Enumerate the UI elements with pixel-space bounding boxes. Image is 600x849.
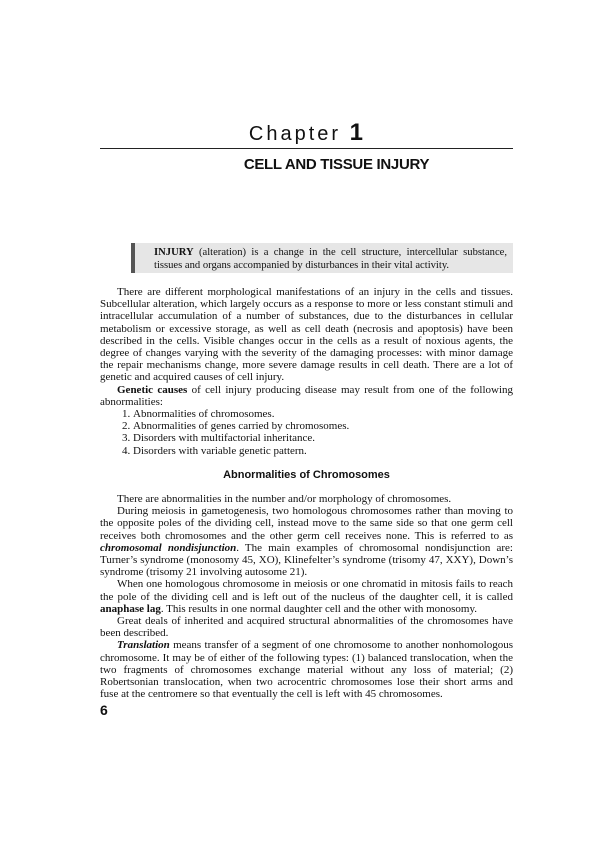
intro-paragraph-2 <box>100 384 513 408</box>
definition-text: (alteration) is a change in the cell structure, intercellular substance, tissues and organs accompanied by disturbances in their vital activity. <box>154 247 507 271</box>
chapter-rule <box>100 148 513 149</box>
list-item: 1. Abnormalities of chromosomes. <box>133 408 513 420</box>
intro-paragraph-2-text: of cell injury producing disease may result from one of the following abnormalities: <box>100 383 514 408</box>
body-text <box>100 286 513 701</box>
section-paragraph-1: There are abnormalities in the number and/or morphology of chromosomes. <box>117 493 452 506</box>
section-paragraph-2 <box>100 505 513 578</box>
section-paragraph-5 <box>100 639 513 700</box>
section-paragraph-4: Great deals of inherited and acquired structural abnormalities of the chromosomes have been described. <box>100 615 513 640</box>
chapter-word: Chapter <box>248 123 342 145</box>
page-number: 6 <box>100 702 108 718</box>
paragraph-text: means transfer of a segment of one chromosome to another nonhomologous chromosome. It may be of either of the following types: (1) balanced translocation, when the two fragments of chromosomes exchange material without any loss of material; (2) Robertsonian translocation, when two acrocentric chromosomes lose their short arms and fuse at the centromere so that eventually the cell is left with 45 chromosomes. <box>100 639 513 701</box>
paragraph-text: . This results in one normal daughter cell and the other with monosomy. <box>160 602 478 615</box>
paragraph-text: . The main examples of chromosomal nondisjunction are: Turner’s syndrome (monosomy 45, XO), Klinefelter’s syndrome (trisomy 47, XXY), Down’s syndrome (trisomy 21 involving autosome 21). <box>100 541 513 579</box>
chapter-label <box>100 120 513 147</box>
section-heading: Abnormalities of Chromosomes <box>223 468 390 481</box>
list-item: 4. Disorders with variable genetic pattern. <box>133 445 513 457</box>
causes-list <box>100 408 513 457</box>
paragraph-text: When one homologous chromosome in meiosis or one chromatid in mitosis fails to reach the pole of the dividing cell and is left out of the nucleus of the daughter cell, it is called <box>100 578 513 603</box>
chapter-header <box>100 120 513 173</box>
paragraph-text: During meiosis in gametogenesis, two homologous chromosomes rather than moving to the opposite poles of the dividing cell, instead move to the same side so that one germ cell receives both chromosomes and the other germ cell receives none. This is referred to as <box>100 505 513 542</box>
translation-term: Translation <box>117 639 170 652</box>
section-paragraph-3 <box>100 578 513 615</box>
genetic-causes-term: Genetic causes <box>117 383 188 396</box>
list-item: 2. Abnormalities of genes carried by chromosomes. <box>133 420 513 432</box>
intro-paragraph-1: There are different morphological manifestations of an injury in the cells and tissues. Subcellular alteration, which largely occurs as a response to more or less constant stimuli and intracellular accumulation of a number of substances, due to the disturbances in cellular metabolism or excessive storage, as well as cell death (necrosis and apoptosis) have been described in the cells. Visible changes occur in the cells as a result of noxious agents, the degree of changes varying with the severity of the damaging processes: with minor damage the repair mechanisms change, more severe damage results in cell death. There are a lot of genetic and acquired causes of cell injury. <box>100 286 513 384</box>
definition-box <box>131 243 513 273</box>
chapter-title: CELL AND TISSUE INJURY <box>243 156 430 173</box>
anaphase-lag-term: anaphase lag <box>100 602 161 615</box>
chapter-number: 1 <box>349 119 363 146</box>
list-item: 3. Disorders with multifactorial inheritance. <box>133 432 513 444</box>
nondisjunction-term: chromosomal nondisjunction <box>100 541 237 554</box>
definition-term: INJURY <box>154 247 194 258</box>
